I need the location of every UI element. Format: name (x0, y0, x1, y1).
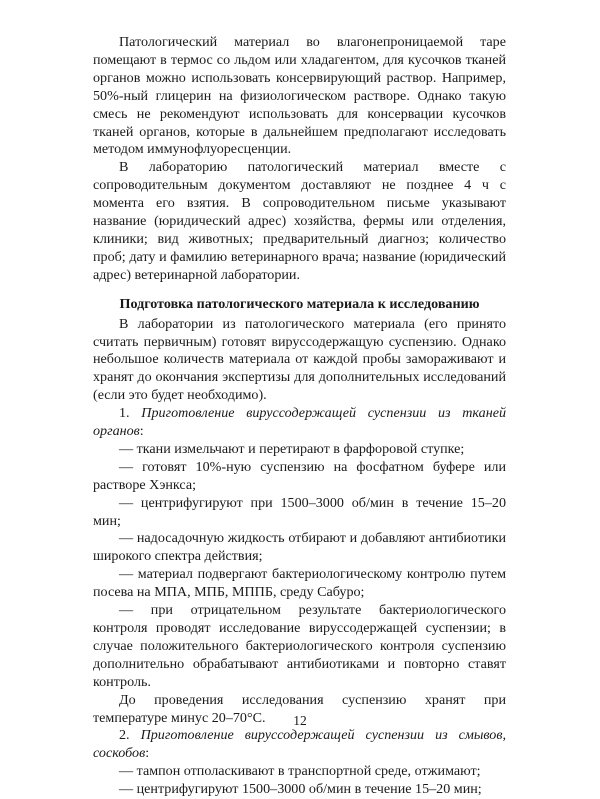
item1-step: — при отрицательном результате бактериологического контроля проводят исследование вируссодержащей суспензии; в случае положительного бактериологического контроля суспензию дополнительно обрабатывают антибиотиками и повторно ставят контроль. (93, 602, 506, 690)
item2-step: — тампон отполаскивают в транспортной среде, отжимают; (119, 763, 481, 780)
item1-step: — ткани измельчают и перетирают в фарфоровой ступке; (119, 440, 465, 457)
item1-storage: До проведения исследования суспензию хранят при температуре минус 20–70°С. (93, 691, 506, 726)
paragraph-section-intro: В лаборатории из патологического материала (его принято считать первичным) готовят вируссодержащую суспензию. Однако небольшое количеств материала от каждой пробы замораживают и хранят до окончания экспертизы для дополнительных исследований (если это будет необходимо). (93, 315, 506, 404)
item1-step: — материал подвергают бактериологическому контролю путем посева на МПА, МПБ, МППБ, среду Сабуро; (93, 566, 506, 601)
item1-title: Приготовление вируссодержащей суспензии из тканей органов (93, 405, 507, 440)
paragraph-lab-delivery: В лабораторию патологический материал вместе с сопроводительным документом доставляют не позднее 4 ч с момента его взятия. В сопроводительном письме указывают название (юридический адрес) хозяйства, фермы или отделения, клиники; вид животных; предварительный диагноз; количество проб; дату и фамилию ветеринарного врача; название (юридический адрес) ветеринарной лаборатории. (93, 159, 506, 283)
item1-step: — надосадочную жидкость отбирают и добавляют антибиотики широкого спектра действия; (93, 530, 506, 565)
item2-heading (93, 727, 506, 763)
section-heading: Подготовка патологического материала к исследованию (119, 295, 480, 312)
paragraph-transport-container: Патологический материал во влагонепроницаемой таре помещают в термос со льдом или хладагентом, для кусочков тканей органов можно использовать консервирующий раствор. Например, 50%-ный глицерин на физиологическом растворе. Однако такую смесь не рекомендуют использовать для консервации кусочков тканей органов, которые в дальнейшем предполагают исследовать методом иммунофлуоресценции. (93, 34, 506, 158)
item2-colon: : (145, 745, 150, 762)
page-number: 12 (293, 713, 307, 728)
item1-step: — центрифугируют при 1500–3000 об/мин в течение 15–20 мин; (93, 494, 506, 529)
item2-title: Приготовление вируссодержащей суспензии из смывов, соскобов (93, 727, 506, 762)
item2-number: 2. (119, 727, 130, 744)
item1-heading (93, 405, 506, 441)
item2-step: — центрифугируют 1500–3000 об/мин в течение 15–20 мин; (119, 781, 482, 798)
item1-colon: : (139, 423, 144, 440)
item1-step: — готовят 10%-ную суспензию на фосфатном буфере или растворе Хэнкса; (93, 458, 506, 493)
item1-number: 1. (119, 405, 130, 422)
